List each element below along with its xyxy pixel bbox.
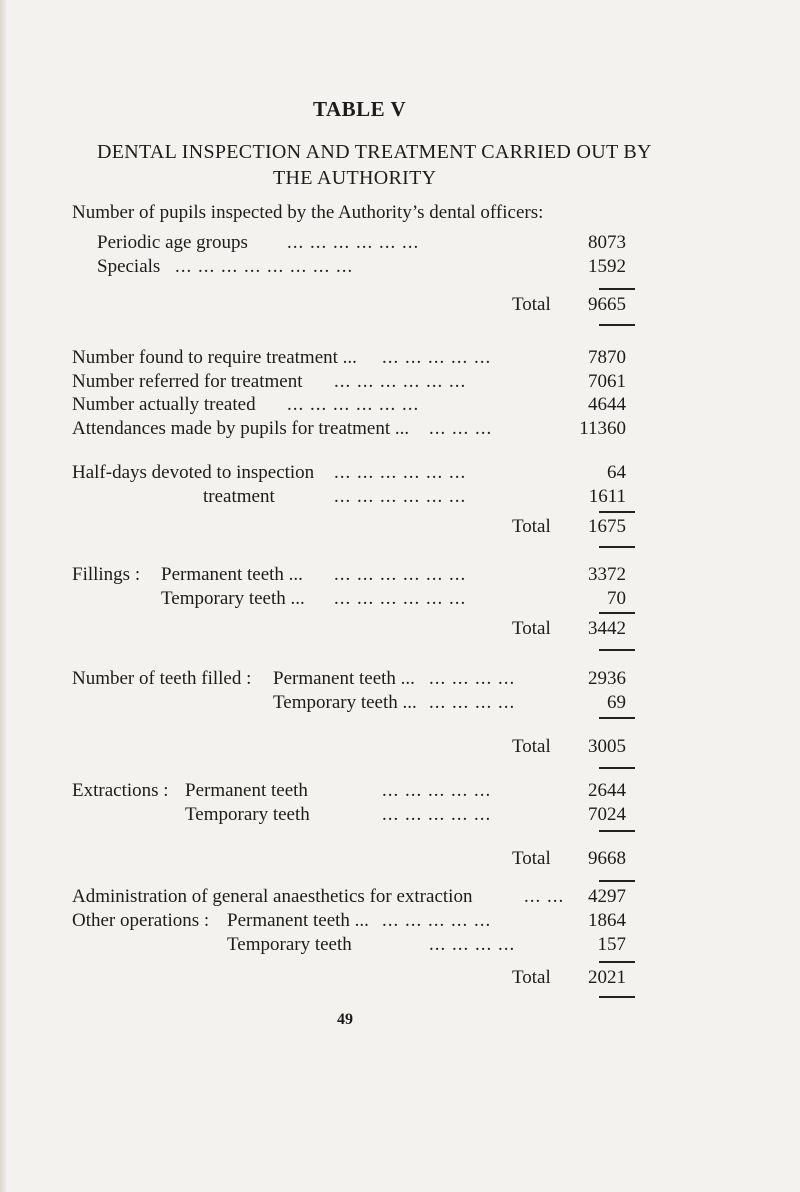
total-rule bbox=[599, 324, 635, 326]
leader-dots: ... ... ... ... ... ... bbox=[334, 371, 467, 392]
total-rule bbox=[599, 546, 635, 548]
halfdays-total-value: 1675 bbox=[588, 516, 626, 537]
leader-dots: ... ... ... ... ... ... bbox=[334, 588, 467, 609]
total-rule bbox=[599, 767, 635, 769]
heading-line-1: DENTAL INSPECTION AND TREATMENT CARRIED OUT BY bbox=[97, 141, 652, 163]
leader-dots: ... ... ... ... ... bbox=[382, 780, 492, 801]
require-value: 7870 bbox=[588, 347, 626, 368]
extractions-temporary-value: 7024 bbox=[588, 804, 626, 825]
referred-label: Number referred for treatment bbox=[72, 371, 303, 392]
total-rule bbox=[599, 612, 635, 614]
other-temporary-label: Temporary teeth bbox=[227, 934, 352, 955]
leader-dots: ... ... ... ... ... ... bbox=[287, 232, 420, 253]
treated-label: Number actually treated bbox=[72, 394, 256, 415]
extractions-temporary-label: Temporary teeth bbox=[185, 804, 310, 825]
fillings-label: Fillings : bbox=[72, 564, 141, 585]
leader-dots: ... ... ... ... ... bbox=[382, 347, 492, 368]
total-label: Total bbox=[512, 294, 551, 315]
page-edge-shadow bbox=[0, 0, 6, 1192]
specials-value: 1592 bbox=[588, 256, 626, 277]
leader-dots: ... ... ... ... ... ... bbox=[287, 394, 420, 415]
teeth-filled-total-value: 3005 bbox=[588, 736, 626, 757]
other-operations-label: Other operations : bbox=[72, 910, 210, 931]
leader-dots: ... ... ... ... ... bbox=[382, 804, 492, 825]
extractions-permanent-label: Permanent teeth bbox=[185, 780, 308, 801]
require-label: Number found to require treatment ... bbox=[72, 347, 357, 368]
halfdays-inspection-value: 64 bbox=[607, 462, 626, 483]
halfdays-treatment-value: 1611 bbox=[588, 486, 626, 507]
total-rule bbox=[599, 511, 635, 513]
total-label: Total bbox=[512, 516, 551, 537]
total-label: Total bbox=[512, 618, 551, 639]
total-rule bbox=[599, 717, 635, 719]
halfdays-treatment-label: treatment bbox=[203, 486, 275, 507]
leader-dots: ... ... ... ... ... bbox=[382, 910, 492, 931]
page-number: 49 bbox=[337, 1011, 353, 1028]
other-temporary-value: 157 bbox=[597, 934, 626, 955]
leader-dots: ... ... ... ... ... ... bbox=[334, 462, 467, 483]
treated-value: 4644 bbox=[588, 394, 626, 415]
leader-dots: ... ... ... ... ... ... bbox=[334, 564, 467, 585]
total-rule bbox=[599, 996, 635, 998]
fillings-permanent-value: 3372 bbox=[588, 564, 626, 585]
specials-label: Specials bbox=[97, 256, 161, 277]
total-rule bbox=[599, 649, 635, 651]
extractions-label: Extractions : bbox=[72, 780, 169, 801]
other-permanent-value: 1864 bbox=[588, 910, 626, 931]
leader-dots: ... ... ... ... ... ... ... ... bbox=[175, 256, 354, 277]
attendances-value: 11360 bbox=[579, 418, 626, 439]
teeth-filled-label: Number of teeth filled : bbox=[72, 668, 252, 689]
other-total-value: 2021 bbox=[588, 967, 626, 988]
periodic-label: Periodic age groups bbox=[97, 232, 248, 253]
teeth-filled-permanent-value: 2936 bbox=[588, 668, 626, 689]
leader-dots: ... ... ... bbox=[429, 418, 493, 439]
leader-dots: ... ... ... ... ... ... bbox=[334, 486, 467, 507]
total-rule bbox=[599, 830, 635, 832]
fillings-total-value: 3442 bbox=[588, 618, 626, 639]
total-label: Total bbox=[512, 848, 551, 869]
halfdays-inspection-label: Half-days devoted to inspection bbox=[72, 462, 315, 483]
attendances-label: Attendances made by pupils for treatment ... bbox=[72, 418, 410, 439]
total-rule bbox=[599, 288, 635, 290]
extractions-total-value: 9668 bbox=[588, 848, 626, 869]
inspected-total-value: 9665 bbox=[588, 294, 626, 315]
leader-dots: ... ... ... ... bbox=[429, 668, 516, 689]
referred-value: 7061 bbox=[588, 371, 626, 392]
leader-dots: ... ... ... ... bbox=[429, 934, 516, 955]
leader-dots: ... ... bbox=[524, 886, 565, 907]
teeth-filled-permanent-label: Permanent teeth ... bbox=[273, 668, 415, 689]
other-permanent-label: Permanent teeth ... bbox=[227, 910, 369, 931]
total-rule bbox=[599, 961, 635, 963]
fillings-permanent-label: Permanent teeth ... bbox=[161, 564, 303, 585]
total-label: Total bbox=[512, 736, 551, 757]
extractions-permanent-value: 2644 bbox=[588, 780, 626, 801]
teeth-filled-temporary-value: 69 bbox=[607, 692, 626, 713]
teeth-filled-temporary-label: Temporary teeth ... bbox=[273, 692, 417, 713]
total-label: Total bbox=[512, 967, 551, 988]
leader-dots: ... ... ... ... bbox=[429, 692, 516, 713]
anaesthetics-value: 4297 bbox=[588, 886, 626, 907]
periodic-value: 8073 bbox=[588, 232, 626, 253]
total-rule bbox=[599, 880, 635, 882]
heading-line-2: THE AUTHORITY bbox=[273, 167, 437, 189]
table-label: TABLE V bbox=[313, 97, 407, 121]
fillings-temporary-value: 70 bbox=[607, 588, 626, 609]
anaesthetics-label: Administration of general anaesthetics for extraction bbox=[72, 886, 473, 907]
intro-text: Number of pupils inspected by the Authority’s dental officers: bbox=[72, 202, 544, 223]
fillings-temporary-label: Temporary teeth ... bbox=[161, 588, 305, 609]
